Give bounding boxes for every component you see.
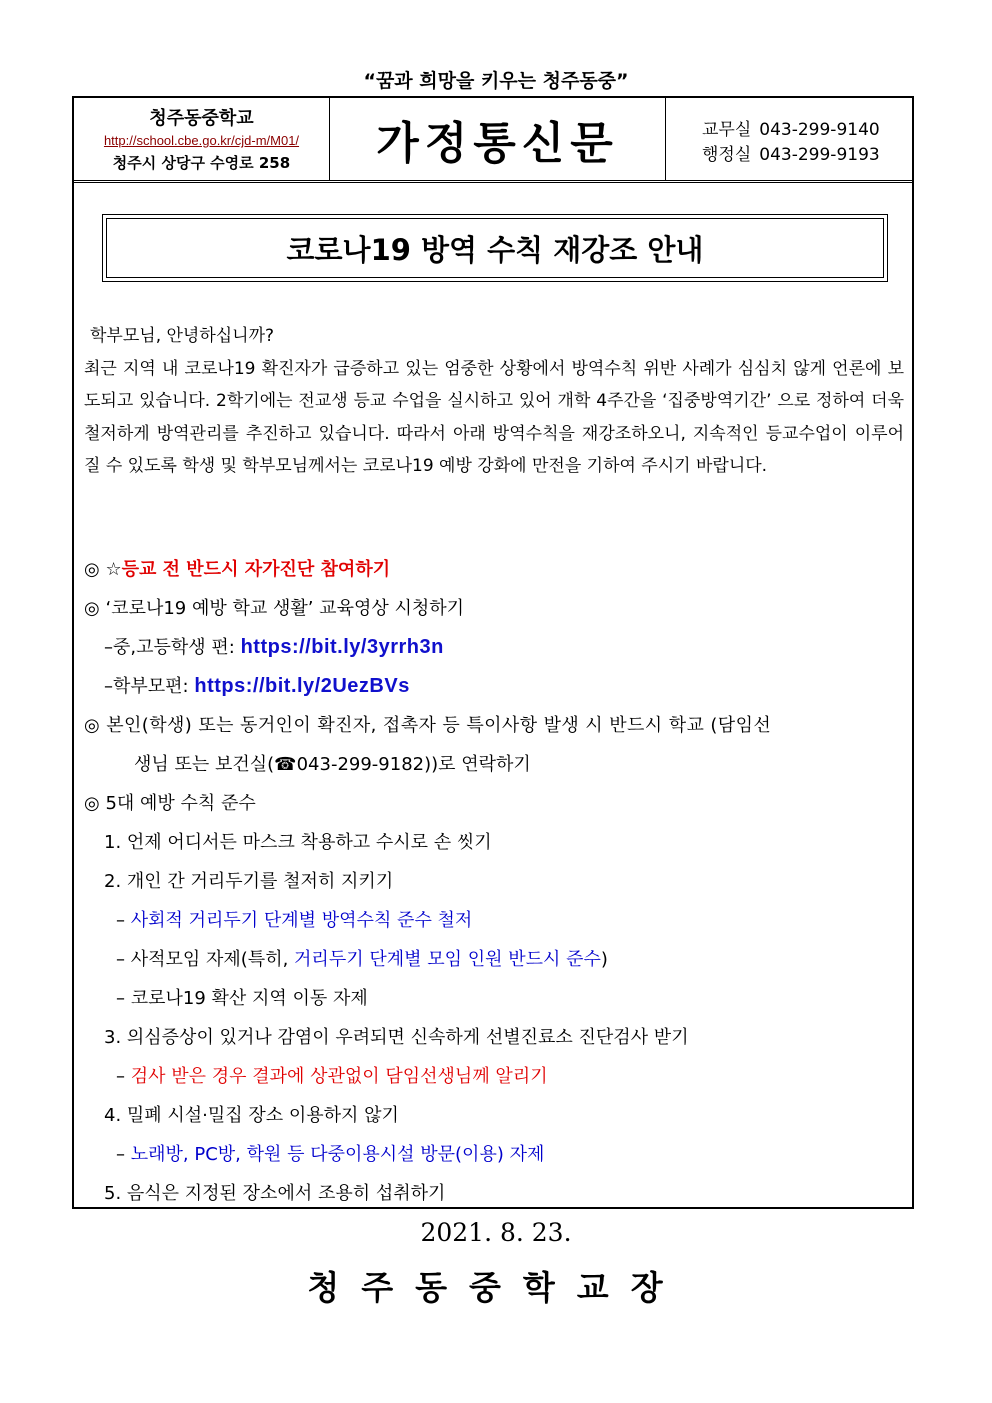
dash: – bbox=[116, 910, 125, 931]
contact-line-office bbox=[702, 118, 912, 143]
self-check-text: 등교 전 반드시 자가진단 참여하기 bbox=[121, 559, 391, 580]
guideline-list bbox=[84, 550, 909, 1213]
school-name: 청주동중학교 bbox=[149, 108, 254, 129]
item-video bbox=[84, 589, 909, 628]
issue-date: 2021. 8. 23. bbox=[420, 1218, 572, 1247]
dash: – bbox=[116, 988, 125, 1009]
video-parents-line bbox=[84, 667, 909, 706]
intro-section bbox=[84, 320, 904, 483]
video-students-line bbox=[84, 628, 909, 667]
contact-label: 행정실 bbox=[702, 145, 752, 165]
school-motto: “꿈과 희망을 키우는 청주동중” bbox=[363, 70, 629, 92]
school-info bbox=[74, 98, 330, 180]
rule-2-sub-1 bbox=[84, 901, 909, 940]
video-students-label: –중,고등학생 편: bbox=[104, 637, 235, 658]
dash: – bbox=[116, 1144, 125, 1165]
dash: – bbox=[116, 949, 125, 970]
rule-2: 2. 개인 간 거리두기를 철저히 지키기 bbox=[104, 871, 394, 892]
bullet-icon: ◎ bbox=[84, 598, 100, 619]
item-report-line1 bbox=[84, 706, 909, 745]
rule-2-sub-2 bbox=[84, 940, 909, 979]
bullet-icon: ◎ bbox=[84, 559, 100, 580]
rule-5: 5. 음식은 지정된 장소에서 조용히 섭취하기 bbox=[104, 1183, 446, 1204]
item-rules-heading bbox=[84, 784, 909, 823]
newsletter-title: 가정통신문 bbox=[376, 118, 619, 169]
rule-4-sub-1-text: 노래방, PC방, 학원 등 다중이용시설 방문(이용) 자제 bbox=[130, 1144, 545, 1165]
item-report-line2: 생님 또는 보건실(☎043-299-9182))로 연락하기 bbox=[134, 754, 531, 775]
principal-signature: 청주동중학교장 bbox=[307, 1268, 685, 1307]
rule-4: 4. 밀폐 시설·밀집 장소 이용하지 않기 bbox=[104, 1105, 399, 1126]
notice-title-box bbox=[102, 214, 888, 282]
rule-3-sub-1 bbox=[84, 1057, 909, 1096]
rule-2-sub-3-text: 코로나19 확산 지역 이동 자제 bbox=[130, 988, 368, 1009]
contact-label: 교무실 bbox=[702, 120, 752, 140]
rule-2-sub-2-highlight: 거리두기 단계별 모임 인원 반드시 준수 bbox=[294, 949, 601, 970]
video-parents-label: –학부모편: bbox=[104, 676, 189, 697]
bullet-icon: ◎ bbox=[84, 715, 101, 736]
school-url-link[interactable]: http://school.cbe.go.kr/cjd-m/M01/ bbox=[103, 133, 300, 148]
newsletter-header bbox=[74, 98, 912, 183]
report-text: 본인(학생) 또는 동거인이 확진자, 접촉자 등 특이사항 발생 시 반드시 학교 (담임선 bbox=[106, 715, 772, 736]
rule-1: 1. 언제 어디서든 마스크 착용하고 수시로 손 씻기 bbox=[104, 832, 492, 853]
rule-3-sub-1-text: 검사 받은 경우 결과에 상관없이 담임선생님께 알리기 bbox=[130, 1066, 548, 1087]
contact-phone: 043-299-9193 bbox=[759, 145, 880, 165]
star-icon: ☆ bbox=[105, 559, 122, 580]
contact-line-admin bbox=[702, 143, 912, 168]
greeting: 학부모님, 안녕하십니까? bbox=[90, 326, 275, 346]
video-parents-link[interactable]: https://bit.ly/2UezBVs bbox=[194, 675, 410, 697]
intro-body: 최근 지역 내 코로나19 확진자가 급증하고 있는 엄중한 상황에서 방역수칙 위반 사례가 심심치 않게 언론에 보도되고 있습니다. 2학기에는 전교생 등교 수업을 실시하고 있어 개학 4주간을 ‘집중방역기간’ 으로 정하여 더욱 철저하게 방역관리를 추진하고 있습니다. 따라서 아래 방역수칙을 재강조하오니, 지속적인 등교수업이 이루어질 수 있도록 학생 및 학부모님께서는 코로나19 예방 강화에 만전을 기하여 주시기 바랍니다. bbox=[84, 358, 904, 476]
rule-3: 3. 의심증상이 있거나 감염이 우려되면 신속하게 선별진료소 진단검사 받기 bbox=[104, 1027, 689, 1048]
newsletter-frame bbox=[72, 96, 914, 1209]
rule-4-sub-1 bbox=[84, 1135, 909, 1174]
rule-2-sub-3 bbox=[84, 979, 909, 1018]
rules-heading-text: 5대 예방 수칙 준수 bbox=[105, 793, 256, 814]
school-address: 청주시 상당구 수영로 258 bbox=[112, 154, 291, 172]
video-students-link[interactable]: https://bit.ly/3yrrh3n bbox=[240, 636, 444, 658]
rule-2-sub-2-suffix: ) bbox=[600, 949, 608, 970]
item-self-check bbox=[84, 550, 909, 589]
contact-phone: 043-299-9140 bbox=[759, 120, 880, 140]
title-cell bbox=[330, 98, 666, 180]
contact-info bbox=[666, 98, 912, 180]
rule-2-sub-1-text: 사회적 거리두기 단계별 방역수칙 준수 철저 bbox=[130, 910, 473, 931]
bullet-icon: ◎ bbox=[84, 793, 100, 814]
video-text: ‘코로나19 예방 학교 생활’ 교육영상 시청하기 bbox=[105, 598, 465, 619]
notice-title: 코로나19 방역 수칙 재강조 안내 bbox=[106, 218, 884, 278]
dash: – bbox=[116, 1066, 125, 1087]
rule-2-sub-2-prefix: 사적모임 자제(특히, bbox=[130, 949, 289, 970]
